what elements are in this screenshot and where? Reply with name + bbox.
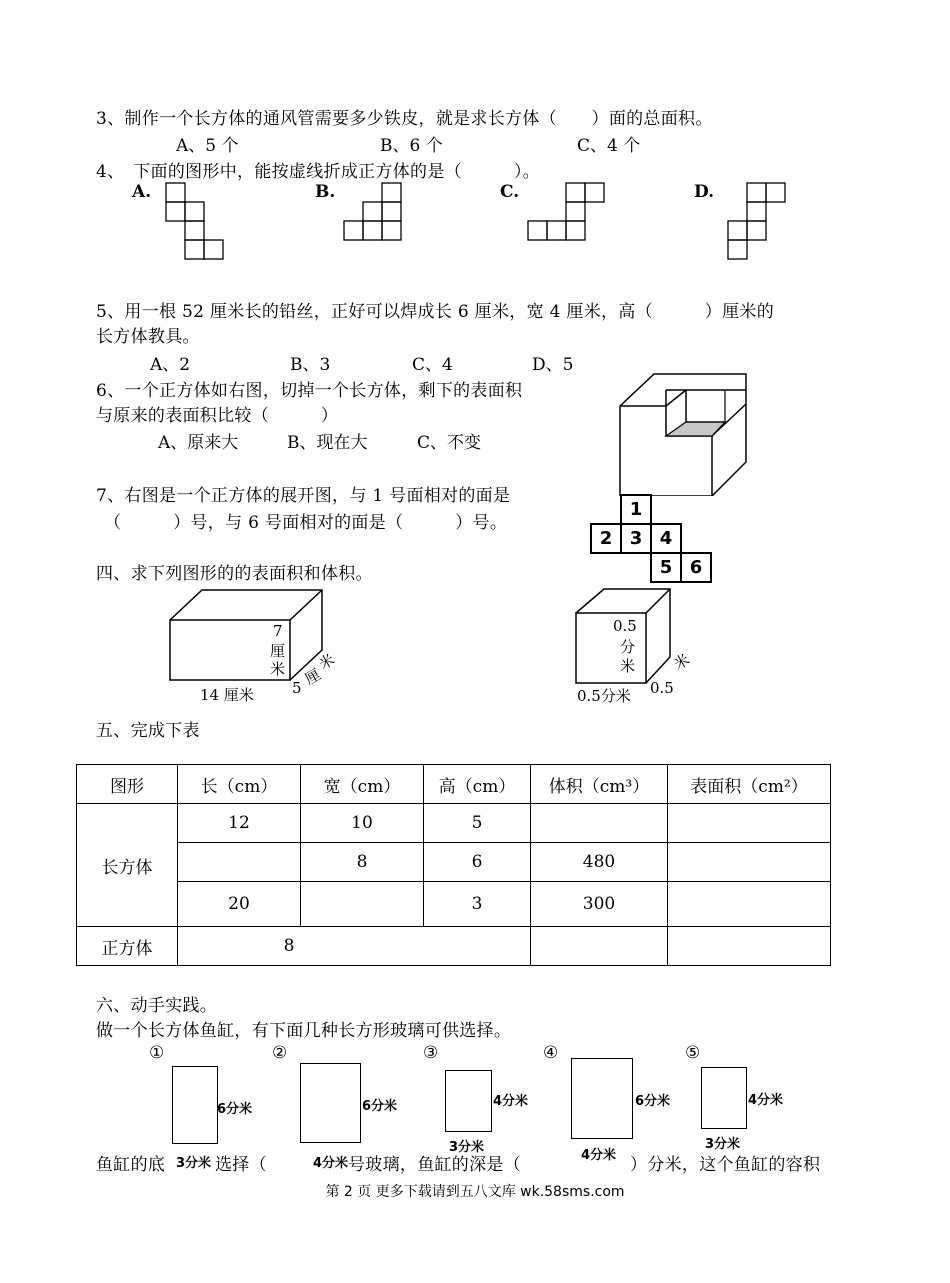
glass-5 — [701, 1067, 747, 1129]
q6-line1: 6、一个正方体如右图，切掉一个长方体，剩下的表面积 — [96, 381, 523, 401]
table-row — [77, 882, 831, 927]
header-width: 宽（cm） — [301, 765, 424, 804]
cuboid-height-num: 7 — [273, 622, 283, 640]
shape-cuboid: 长方体 — [77, 804, 178, 927]
cell — [301, 882, 424, 927]
cuboid-length-label: 14 厘米 — [200, 686, 254, 704]
glass-2 — [300, 1063, 361, 1143]
cell: 10 — [301, 804, 424, 843]
q3-option-c: C、4 个 — [577, 136, 641, 156]
section5-title: 五、完成下表 — [96, 721, 200, 741]
q4-label-b: B. — [315, 182, 336, 202]
last-line-part-b: 选择（ — [215, 1155, 267, 1175]
face-5: 5 — [651, 553, 681, 582]
glass-1-number: ① — [149, 1043, 165, 1063]
q5-option-a: A、2 — [150, 355, 191, 375]
table-row — [77, 804, 831, 843]
q6-option-c: C、不变 — [417, 433, 482, 453]
header-height: 高（cm） — [424, 765, 531, 804]
cell: 20 — [178, 882, 301, 927]
section6-title: 六、动手实践。 — [96, 996, 218, 1016]
glass-2-side: 6分米 — [362, 1099, 398, 1114]
cell — [668, 882, 831, 927]
cell — [531, 804, 668, 843]
face-4: 4 — [651, 524, 681, 553]
net-c — [528, 183, 604, 240]
cube-depth-unit: 米 — [670, 650, 693, 674]
cube-height-unit1: 分 — [620, 638, 636, 656]
glass-4-side: 6分米 — [635, 1094, 671, 1109]
net-a — [166, 183, 223, 259]
q6-option-b: B、现在大 — [287, 433, 368, 453]
face-2: 2 — [591, 524, 621, 553]
cube-bottom-label: 0.5分米 — [577, 687, 631, 705]
header-length: 长（cm） — [178, 765, 301, 804]
q6-option-a: A、原来大 — [158, 433, 239, 453]
cell: 3 — [424, 882, 531, 927]
q3-option-a: A、5 个 — [176, 136, 239, 156]
q5-line2: 长方体教具。 — [96, 327, 200, 347]
glass-5-number: ⑤ — [685, 1043, 701, 1063]
q3-text: 3、制作一个长方体的通风管需要多少铁皮，就是求长方体（ ）面的总面积。 — [96, 109, 713, 129]
last-line-part-c: 号玻璃，鱼缸的深是（ — [348, 1155, 521, 1175]
q4-nets — [0, 0, 950, 270]
cuboid-height-unit2: 米 — [270, 660, 286, 678]
header-shape: 图形 — [77, 765, 178, 804]
cell: 480 — [531, 843, 668, 882]
page-footer: 第 2 页 更多下载请到五八文库 wk.58sms.com — [325, 1184, 625, 1200]
cell: 6 — [424, 843, 531, 882]
cuboid-figure — [160, 585, 350, 705]
cuboid-width-unit1: 厘 — [301, 665, 324, 689]
cube-depth-num: 0.5 — [650, 679, 674, 697]
glass-5-bottom: 3分米 — [705, 1137, 741, 1152]
q5-option-b: B、3 — [290, 355, 331, 375]
cube-height-unit2: 米 — [620, 657, 636, 675]
q6-cube-figure — [600, 366, 770, 496]
q7-cube-net — [590, 494, 712, 583]
q4-text: 4、 下面的图形中，能按虚线折成正方体的是（ ）。 — [96, 162, 540, 182]
glass-1-bottom: 3分米 — [176, 1156, 212, 1171]
glass-4-bottom: 4分米 — [581, 1148, 617, 1163]
face-3: 3 — [621, 524, 651, 553]
glass-5-side: 4分米 — [748, 1093, 784, 1108]
glass-4-number: ④ — [543, 1043, 559, 1063]
last-line-part-d: ）分米，这个鱼缸的容积 — [630, 1155, 821, 1175]
section6-intro: 做一个长方体鱼缸，有下面几种长方形玻璃可供选择。 — [96, 1021, 512, 1041]
header-area: 表面积（cm²） — [668, 765, 831, 804]
cell: 300 — [531, 882, 668, 927]
glass-3-side: 4分米 — [493, 1094, 529, 1109]
cube-height-num: 0.5 — [613, 617, 637, 635]
header-volume: 体积（cm³） — [531, 765, 668, 804]
q5-option-c: C、4 — [412, 355, 453, 375]
glass-3 — [445, 1070, 492, 1132]
glass-4 — [571, 1058, 633, 1139]
q4-label-c: C. — [500, 182, 520, 202]
cuboid-width-num: 5 — [292, 679, 302, 697]
glass-3-bottom: 3分米 — [449, 1140, 485, 1155]
q5-option-d: D、5 — [532, 355, 574, 375]
face-6: 6 — [681, 553, 711, 582]
cube-edge-cell: 8 — [178, 927, 531, 966]
q4-label-d: D. — [694, 182, 715, 202]
table-header-row — [77, 765, 831, 804]
cell — [668, 927, 831, 966]
cell — [531, 927, 668, 966]
q3-option-b: B、6 个 — [380, 136, 443, 156]
glass-1-side: 6分米 — [217, 1102, 253, 1117]
section4-title: 四、求下列图形的的表面积和体积。 — [96, 564, 373, 584]
data-table — [76, 764, 831, 966]
q4-label-a: A. — [132, 182, 152, 202]
cell — [668, 843, 831, 882]
glass-2-number: ② — [272, 1043, 288, 1063]
cell: 8 — [301, 843, 424, 882]
net-b — [344, 183, 401, 240]
cuboid-height-unit1: 厘 — [270, 642, 286, 660]
cell — [668, 804, 831, 843]
table-row — [77, 843, 831, 882]
q7-line2: （ ）号，与 6 号面相对的面是（ ）号。 — [104, 513, 508, 533]
q6-line2: 与原来的表面积比较（ ） — [96, 406, 339, 426]
glass-3-number: ③ — [423, 1043, 439, 1063]
cell: 12 — [178, 804, 301, 843]
last-line-part-a: 鱼缸的底 — [96, 1155, 166, 1175]
q5-line1: 5、用一根 52 厘米长的铅丝，正好可以焊成长 6 厘米，宽 4 厘米，高（ ）厘米的 — [96, 302, 775, 322]
face-1: 1 — [621, 495, 651, 524]
q7-line1: 7、右图是一个正方体的展开图，与 1 号面相对的面是 — [96, 486, 511, 506]
shape-cube: 正方体 — [77, 927, 178, 966]
glass-1 — [172, 1066, 218, 1144]
table-row — [77, 927, 831, 966]
net-d — [728, 183, 785, 259]
glass-2-bottom: 4分米 — [313, 1156, 349, 1171]
cell: 5 — [424, 804, 531, 843]
cuboid-width-unit2: 米 — [315, 650, 338, 674]
cell — [178, 843, 301, 882]
